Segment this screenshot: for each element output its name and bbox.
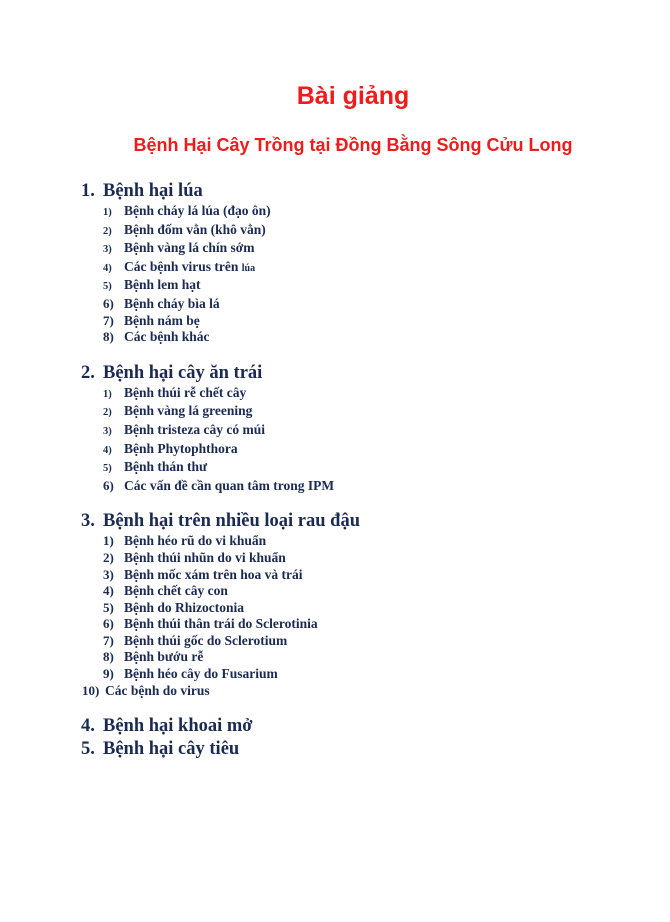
course-outline: [81, 180, 650, 761]
item-number: 6): [103, 616, 114, 632]
list-item: [103, 296, 650, 313]
item-number: 1): [103, 533, 114, 549]
list-item: [103, 422, 650, 441]
item-label: Bệnh tristeza cây có múi: [124, 421, 265, 437]
list-item: [103, 222, 650, 241]
item-label: Bệnh bướu rễ: [124, 649, 204, 665]
item-label: Các bệnh do virus: [105, 682, 210, 698]
item-label-suffix: lúa: [241, 262, 256, 274]
item-number: 4): [103, 262, 112, 274]
item-number: 10): [82, 682, 100, 698]
item-number: 8): [103, 329, 114, 345]
item-label: Bệnh do Rhizoctonia: [124, 599, 245, 615]
list-item: [103, 666, 650, 683]
list-item: [103, 329, 650, 346]
item-number: 8): [103, 649, 114, 665]
item-number: 2): [103, 549, 114, 565]
list-item: [103, 533, 650, 550]
item-label: Bệnh cháy bìa lá: [124, 295, 220, 311]
section-heading: [81, 715, 650, 738]
item-label: Bệnh vàng lá chín sớm: [124, 240, 255, 256]
section-heading: [81, 180, 650, 203]
item-number: 3): [103, 244, 112, 256]
section-title: Bệnh hại cây ăn trái: [103, 362, 263, 383]
list-item: [103, 478, 650, 495]
section-number: 1.: [81, 181, 95, 201]
item-label: Các bệnh khác: [124, 329, 210, 345]
list-item: [103, 649, 650, 666]
page-subtitle: Bệnh Hại Cây Trồng tại Đồng Bằng Sông Cửu Long: [133, 135, 573, 155]
item-label: Bệnh vàng lá greening: [124, 403, 253, 419]
item-number: 1): [103, 207, 112, 218]
section-number: 4.: [81, 716, 95, 737]
item-label: Các bệnh virus trên: [124, 258, 239, 274]
section-rice-diseases: [81, 180, 650, 346]
item-number: 4): [103, 444, 112, 456]
page-title: Bài giảng: [296, 82, 410, 110]
item-number: 9): [103, 666, 114, 682]
item-label: Bệnh thúi gốc do Sclerotium: [124, 632, 288, 648]
section-sweet-potato-diseases: [81, 715, 650, 738]
item-number: 3): [103, 566, 114, 582]
item-number: 7): [103, 632, 114, 648]
list-item: [103, 313, 650, 330]
item-number: 6): [103, 477, 114, 493]
item-number: 5): [103, 599, 114, 615]
item-number: 2): [103, 407, 112, 419]
section-heading: [81, 362, 650, 385]
item-label: Bệnh héo cây do Fusarium: [124, 666, 278, 682]
list-item: [103, 259, 650, 278]
list-item: [103, 567, 650, 584]
item-label: Bệnh thúi rễ chết cây: [124, 384, 247, 400]
item-label: Bệnh đốm vằn (khô vằn): [124, 221, 266, 237]
section-fruit-tree-diseases: [81, 362, 650, 495]
item-label: Bệnh chết cây con: [124, 583, 228, 599]
section-title: Bệnh hại khoai mở: [103, 716, 253, 737]
section-number: 3.: [81, 511, 95, 532]
section-number: 5.: [81, 739, 95, 760]
item-label: Bệnh thán thư: [124, 459, 208, 475]
item-number: 4): [103, 583, 114, 599]
item-number: 1): [103, 388, 112, 400]
section-number: 2.: [81, 362, 95, 383]
list-item: [103, 616, 650, 633]
section-title: Bệnh hại trên nhiều loại rau đậu: [103, 511, 361, 532]
list-item: [103, 203, 650, 222]
item-label: Bệnh mốc xám trên hoa và trái: [124, 566, 303, 582]
section-title: Bệnh hại lúa: [103, 181, 203, 201]
list-item: [103, 600, 650, 617]
item-label: Bệnh lem hạt: [124, 277, 201, 293]
item-number: 5): [103, 463, 112, 475]
item-number: 2): [103, 225, 112, 237]
item-label: Bệnh héo rũ do vi khuẩn: [124, 533, 267, 549]
list-item: [103, 441, 650, 460]
list-item: [103, 277, 650, 296]
item-number: 6): [103, 295, 114, 311]
item-label: Bệnh nám bẹ: [124, 312, 200, 328]
item-label: Bệnh cháy lá lúa (đạo ôn): [124, 203, 271, 218]
topic-list: [81, 203, 650, 346]
section-pepper-diseases: [81, 738, 650, 761]
item-label: Các vấn đề cần quan tâm trong IPM: [124, 477, 335, 493]
item-number: 5): [103, 281, 112, 293]
item-label: Bệnh thúi nhũn do vi khuẩn: [124, 549, 286, 565]
item-number: 7): [103, 312, 114, 328]
topic-list: [81, 533, 650, 699]
list-item: [103, 385, 650, 404]
section-vegetable-bean-diseases: [81, 510, 650, 699]
item-label: Bệnh thúi thân trái do Sclerotinia: [124, 616, 318, 632]
list-item: [82, 683, 650, 700]
section-heading: [81, 510, 650, 533]
list-item: [103, 583, 650, 600]
list-item: [103, 459, 650, 478]
list-item: [103, 550, 650, 567]
section-heading: [81, 738, 650, 761]
list-item: [103, 240, 650, 259]
list-item: [103, 633, 650, 650]
list-item: [103, 403, 650, 422]
item-label: Bệnh Phytophthora: [124, 440, 238, 456]
topic-list: [81, 385, 650, 495]
section-title: Bệnh hại cây tiêu: [103, 739, 240, 760]
item-number: 3): [103, 425, 112, 437]
